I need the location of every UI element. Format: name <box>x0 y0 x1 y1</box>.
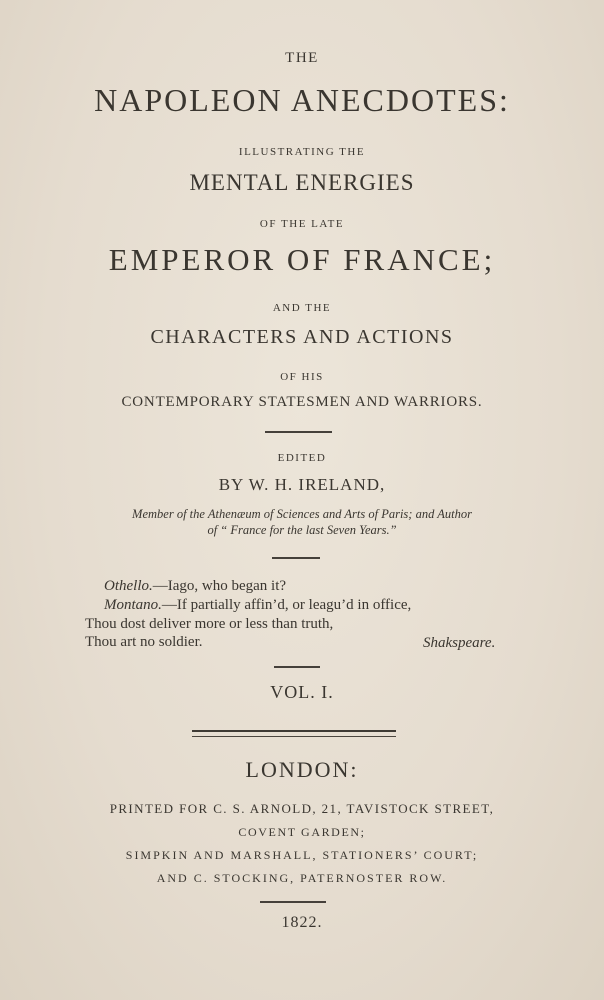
subtitle-mental-energies: MENTAL ENERGIES <box>189 170 415 195</box>
epigraph-text: —If partially affin’d, or leagu’d in office, <box>161 597 412 613</box>
double-rule <box>192 730 396 737</box>
subtitle-of-the-late: OF THE LATE <box>259 218 345 230</box>
epigraph-text: —Iago, who began it? <box>152 578 287 594</box>
title-the: THE <box>285 50 319 66</box>
author-credentials-line1: Member of the Athenæum of Sciences and Arts of Paris; and Author <box>132 507 472 521</box>
imprint-line2: COVENT GARDEN; <box>238 825 366 839</box>
divider-rule <box>272 557 320 559</box>
edited-label: EDITED <box>277 452 327 464</box>
epigraph-line <box>104 578 286 595</box>
divider-rule <box>274 666 320 668</box>
imprint-line3: SIMPKIN AND MARSHALL, STATIONERS’ COURT; <box>125 848 479 862</box>
subtitle-characters: CHARACTERS AND ACTIONS <box>150 326 454 348</box>
divider-rule <box>265 431 332 433</box>
epigraph-line: Thou art no soldier. <box>85 634 203 650</box>
epigraph-line <box>104 597 411 614</box>
author-name: BY W. H. IRELAND, <box>218 475 386 494</box>
subtitle-illustrating: ILLUSTRATING THE <box>238 146 366 158</box>
divider-rule <box>260 901 326 903</box>
speaker-othello: Othello. <box>104 578 153 594</box>
author-credentials-line2: of “ France for the last Seven Years.” <box>207 523 397 537</box>
subtitle-contemporary: CONTEMPORARY STATESMEN AND WARRIORS. <box>121 394 483 410</box>
imprint-line4: AND C. STOCKING, PATERNOSTER ROW. <box>156 871 448 885</box>
imprint-line1: PRINTED FOR C. S. ARNOLD, 21, TAVISTOCK STREET, <box>109 801 495 816</box>
speaker-montano: Montano. <box>104 597 162 613</box>
imprint-city: LONDON: <box>245 757 359 782</box>
subtitle-emperor: EMPEROR OF FRANCE; <box>108 242 496 277</box>
epigraph-line: Thou dost deliver more or less than truth, <box>85 616 334 632</box>
main-title: NAPOLEON ANECDOTES: <box>94 82 510 118</box>
subtitle-and-the: AND THE <box>272 302 332 314</box>
subtitle-of-his: OF HIS <box>280 371 324 383</box>
publication-year: 1822. <box>281 914 323 931</box>
volume-number: VOL. I. <box>270 682 334 702</box>
epigraph-attribution: Shakspeare. <box>423 635 496 651</box>
